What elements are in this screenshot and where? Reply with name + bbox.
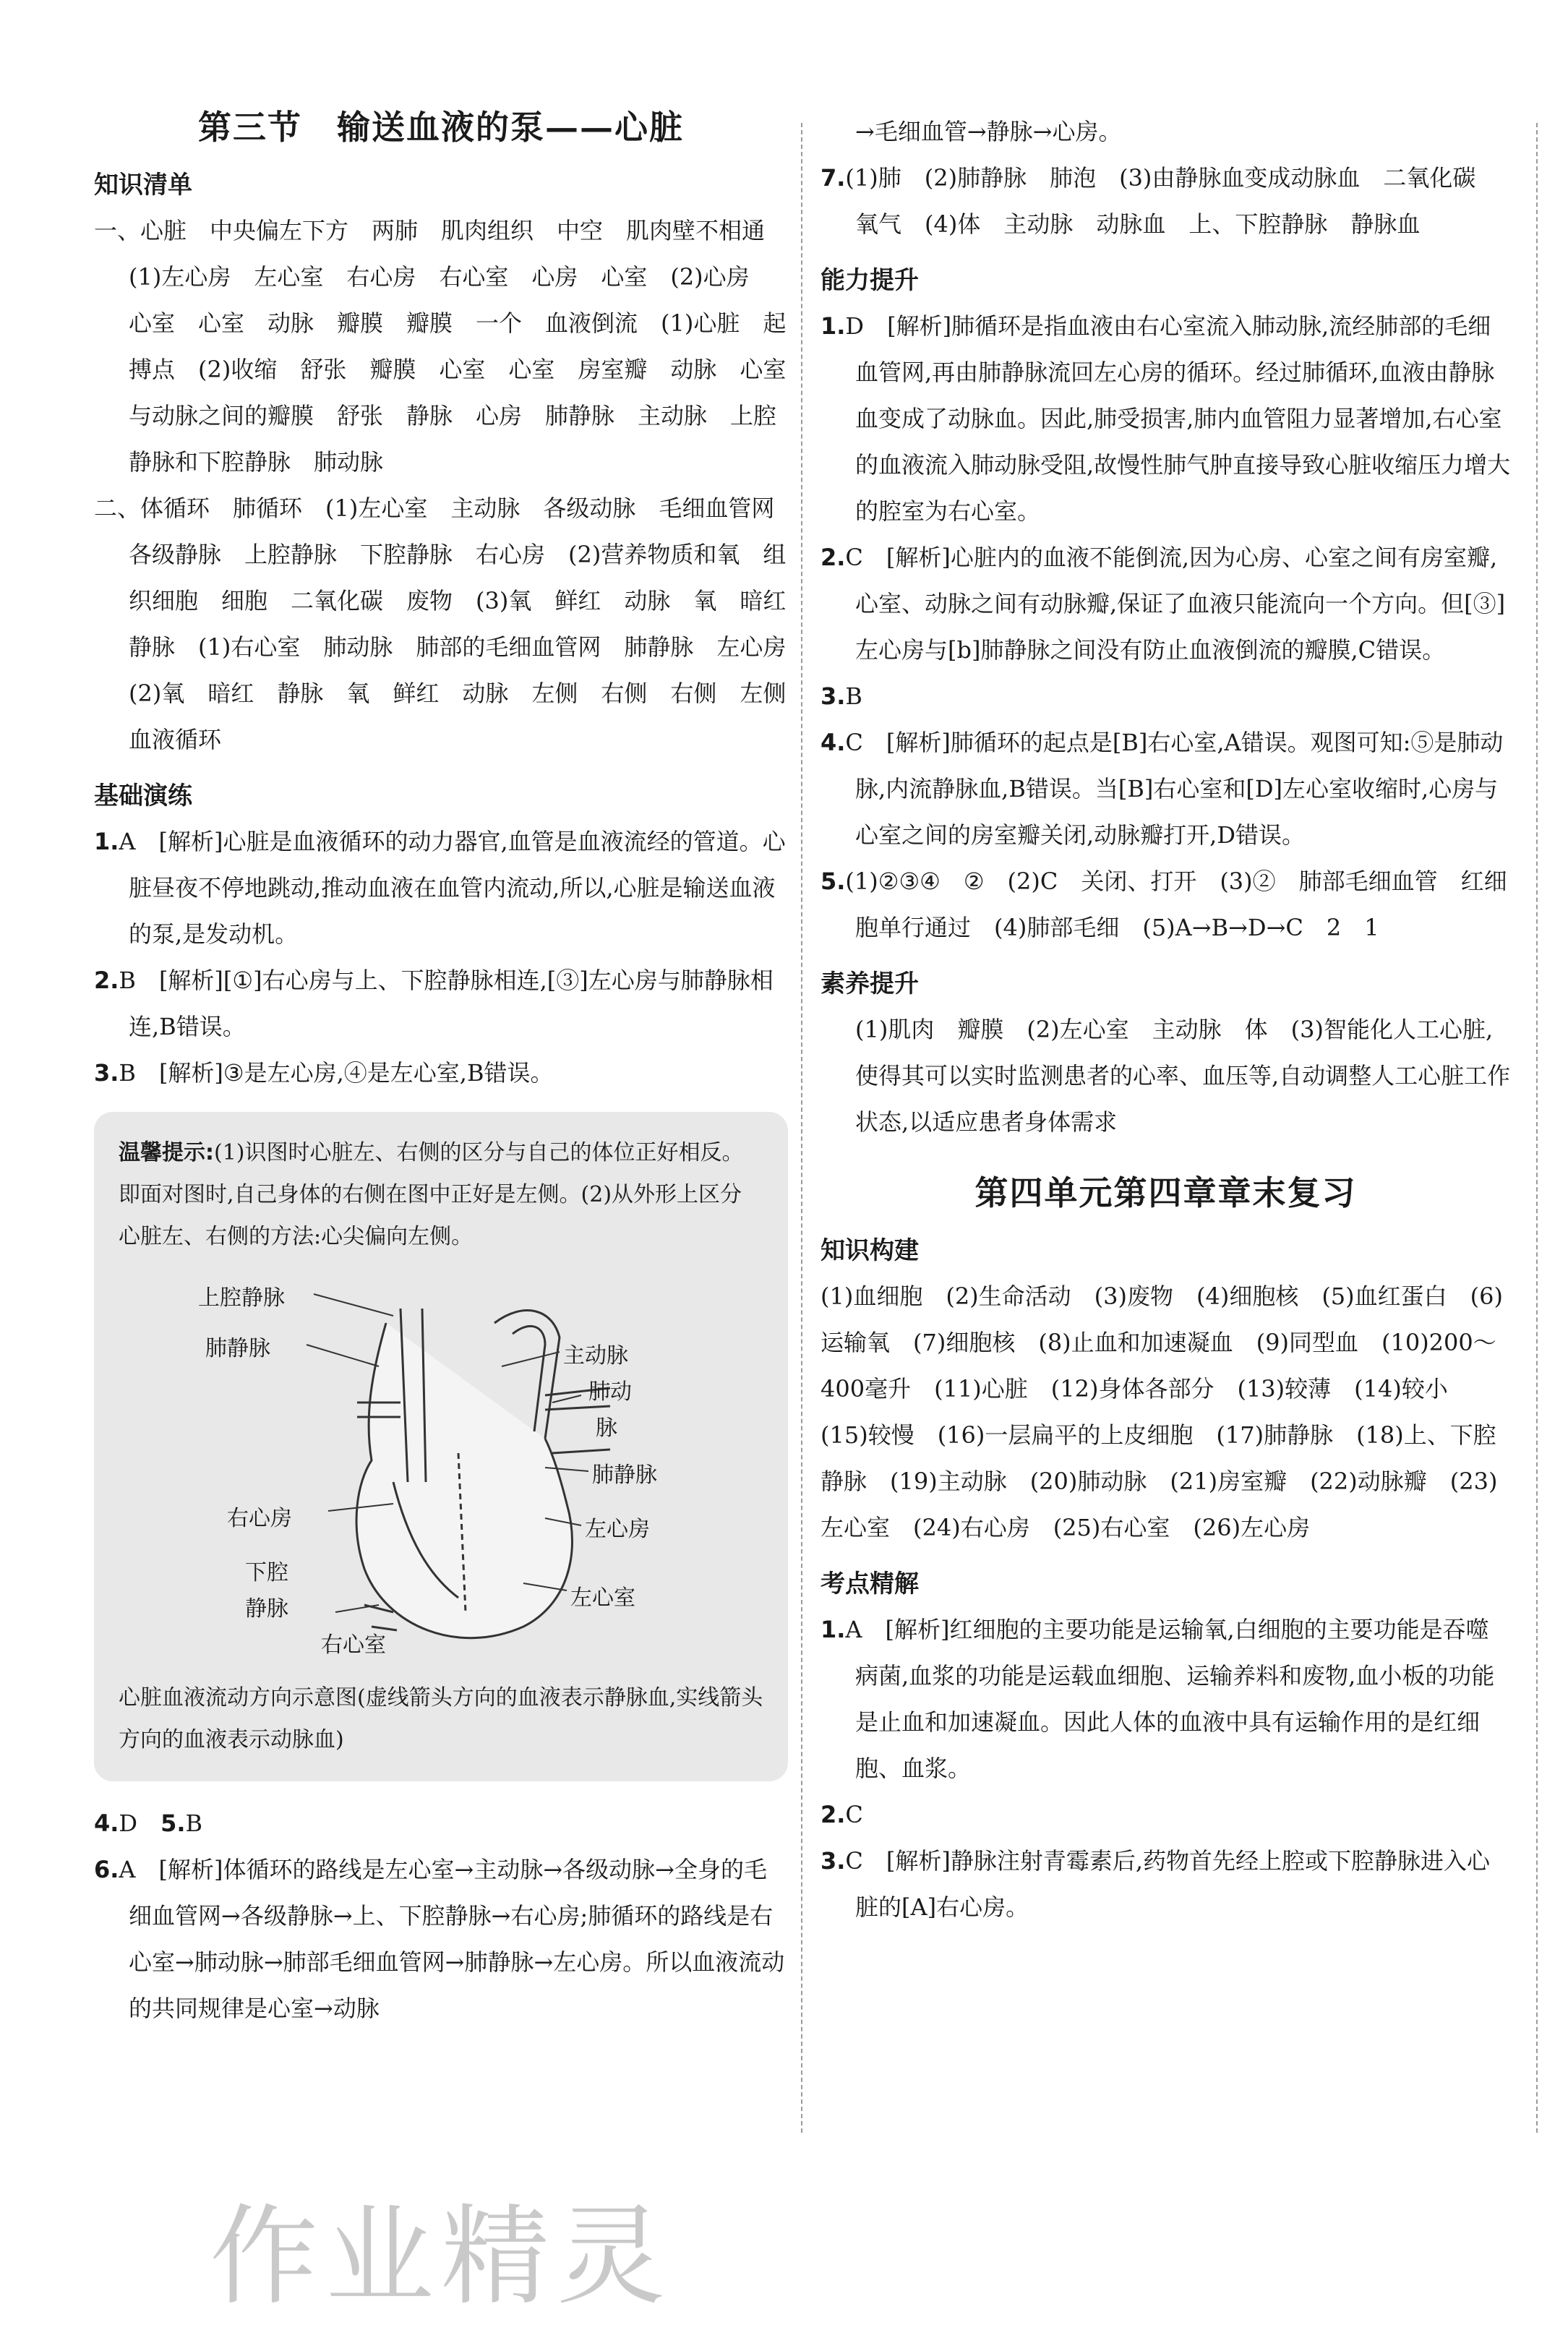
watermark: 作业精灵	[210, 2194, 673, 2320]
label-superior-vena-cava: 上腔静脉	[198, 1285, 285, 1311]
answer-item: 3.C [解析]静脉注射青霉素后,药物首先经上腔或下腔静脉进入心脏的[A]右心房。	[821, 1847, 1491, 1921]
knowledge-item-1: 一、心脏 中央偏左下方 两肺 肌肉组织 中空 肌肉壁不相通 (1)左心房 左心室 右心房 右心室 心房 心室 (2)心房 心室 心室 动脉 瓣膜 瓣膜 一个 血液倒流 (1)心脏 起搏点 (2)收缩 舒张 瓣膜 心室 心室 房室瓣 动脉 心室与动脉之间的瓣膜 舒张 静脉 心房 肺静脉 主动脉 上腔静脉和下腔静脉 肺动脉	[94, 217, 789, 476]
label-left-ventricle: 左心室	[570, 1585, 635, 1611]
heading-basic-practice: 基础演练	[94, 782, 192, 810]
literacy-text: (1)肌肉 瓣膜 (2)左心室 主动脉 体 (3)智能化人工心脏,使得其可以实时监测患者的心率、血压等,自动调整人工心脏工作状态,以适应患者身体需求	[855, 1016, 1511, 1136]
answer-item: 4.D 5.B	[94, 1810, 203, 1837]
section-title: 第三节 输送血液的泵——心脏	[198, 108, 684, 147]
answer-item: 2.C [解析]心脏内的血液不能倒流,因为心房、心室之间有房室瓣,心室、动脉之间有动脉瓣,保证了血液只能流向一个方向。但[③]左心房与[b]肺静脉之间没有防止血液倒流的瓣膜,C错误。	[821, 544, 1506, 664]
column-divider	[801, 123, 802, 2133]
answer-item: 2.C	[821, 1801, 863, 1828]
left-column	[94, 101, 810, 2031]
label-right-ventricle: 右心室	[321, 1632, 386, 1658]
heading-knowledge-list: 知识清单	[94, 171, 192, 200]
chapter-review-title: 第四单元第四章章末复习	[974, 1173, 1357, 1212]
tip-box	[94, 1112, 788, 1781]
heading-knowledge-build: 知识构建	[821, 1236, 919, 1265]
label-aorta: 主动脉	[563, 1343, 628, 1369]
label-pulmonary-vein-right: 肺静脉	[592, 1463, 657, 1488]
answer-item: 5.(1)②③④ ② (2)C 关闭、打开 (3)② 肺部毛细血管 红细胞单行通过 (4)肺部毛细 (5)A→B→D→C 2 1	[821, 868, 1507, 941]
heading-literacy: 素养提升	[821, 969, 919, 998]
answer-item: 2.B [解析][①]右心房与上、下腔静脉相连,[③]左心房与肺静脉相连,B错误。	[94, 967, 774, 1040]
continuation-text: →毛细血管→静脉→心房。	[855, 118, 1122, 145]
label-inferior-vena-cava-1: 下腔	[245, 1560, 288, 1585]
answer-item: 1.D [解析]肺循环是指血液由右心室流入肺动脉,流经肺部的毛细血管网,再由肺静脉流回左心房的循环。经过肺循环,血液由静脉血变成了动脉血。因此,肺受损害,肺内血管阻力显著增加,右心室的血液流入肺动脉受阻,故慢性肺气肿直接导致心脏收缩压力增大的腔室为右心室。	[821, 312, 1511, 525]
tip-text: 温馨提示:(1)识图时心脏左、右侧的区分与自己的体位正好相反。即面对图时,自己身体的右侧在图中正好是左侧。(2)从外形上区分心脏左、右侧的方法:心尖偏向左侧。	[119, 1140, 744, 1249]
answer-item: 3.B [解析]③是左心房,④是左心室,B错误。	[94, 1059, 554, 1087]
label-pulmonary-artery-2: 脉	[596, 1416, 617, 1441]
answer-item: 1.A [解析]红细胞的主要功能是运输氧,白细胞的主要功能是吞噬病菌,血浆的功能是运载血细胞、运输养料和废物,血小板的功能是止血和加速凝血。因此人体的血液中具有运输作用的是红细胞、血浆。	[821, 1616, 1495, 1782]
label-left-atrium: 左心房	[585, 1517, 650, 1542]
heading-key-points: 考点精解	[821, 1570, 919, 1598]
heading-ability: 能力提升	[821, 266, 919, 295]
answer-item: 7.(1)肺 (2)肺静脉 肺泡 (3)由静脉血变成动脉血 二氧化碳 氧气 (4)体 主动脉 动脉血 上、下腔静脉 静脉血	[821, 164, 1499, 238]
heart-drawing	[119, 1265, 769, 1677]
label-pulmonary-vein-left: 肺静脉	[205, 1336, 270, 1361]
label-right-atrium: 右心房	[227, 1506, 292, 1531]
knowledge-build-text: (1)血细胞 (2)生命活动 (3)废物 (4)细胞核 (5)血红蛋白 (6)运输氧 (7)细胞核 (8)止血和加速凝血 (9)同型血 (10)200～400毫升 (11)心脏 (12)身体各部分 (13)较薄 (14)较小 (15)较慢 (16)一层扁平的上皮细胞 (17)肺静脉 (18)上、下腔静脉 (19)主动脉 (20)肺动脉 (21)房室瓣 (22)动脉瓣 (23)左心室 (24)右心房 (25)右心室 (26)左心房	[821, 1283, 1503, 1541]
knowledge-item-2: 二、体循环 肺循环 (1)左心室 主动脉 各级动脉 毛细血管网 各级静脉 上腔静脉 下腔静脉 右心房 (2)营养物质和氧 组织细胞 细胞 二氧化碳 废物 (3)氧 鲜红 动脉 氧 暗红 静脉 (1)右心室 肺动脉 肺部的毛细血管网 肺静脉 左心房 (2)氧 暗红 静脉 氧 鲜红 动脉 左侧 右侧 右侧 左侧 血液循环	[94, 494, 810, 753]
label-pulmonary-artery-1: 肺动	[588, 1379, 632, 1405]
answer-item: 1.A [解析]心脏是血液循环的动力器官,血管是血液流经的管道。心脏昼夜不停地跳动,推动血液在血管内流动,所以,心脏是输送血液的泵,是发动机。	[94, 828, 786, 948]
label-inferior-vena-cava-2: 静脉	[245, 1596, 288, 1622]
heart-diagram	[119, 1265, 769, 1677]
answer-item: 6.A [解析]体循环的路线是左心室→主动脉→各级动脉→全身的毛细血管网→各级静脉→上、下腔静脉→右心房;肺循环的路线是右心室→肺动脉→肺部毛细血管网→肺静脉→左心房。所以血液流动的共同规律是心室→动脉	[94, 1856, 785, 2022]
diagram-caption: 心脏血液流动方向示意图(虚线箭头方向的血液表示静脉血,实线箭头方向的血液表示动脉血)	[119, 1685, 763, 1752]
right-column	[821, 108, 1511, 1930]
answer-item: 3.B	[821, 682, 862, 710]
answer-item: 4.C [解析]肺循环的起点是[B]右心室,A错误。观图可知:⑤是肺动脉,内流静脉血,B错误。当[B]右心室和[D]左心室收缩时,心房与心室之间的房室瓣关闭,动脉瓣打开,D错误。	[821, 729, 1504, 849]
right-edge-divider	[1536, 123, 1538, 2133]
